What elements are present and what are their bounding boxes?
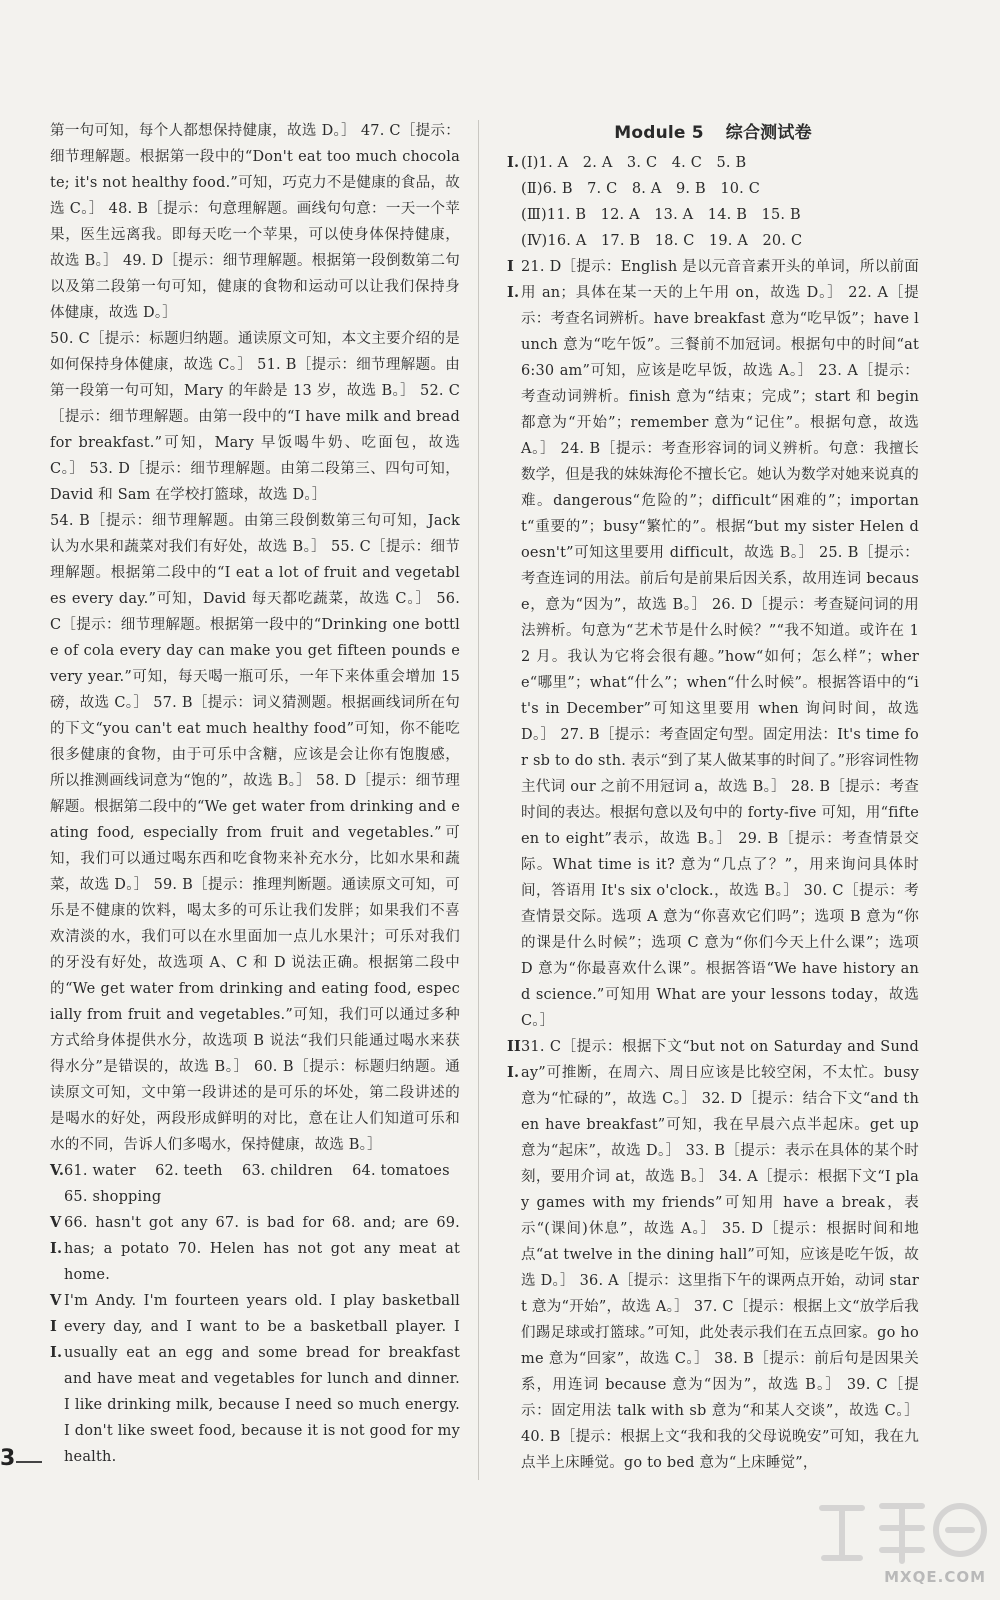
answer-row: (Ⅱ)6. B 7. C 8. A 9. B 10. C	[521, 181, 761, 197]
section-v	[50, 1158, 460, 1210]
module-number: Module 5	[614, 123, 704, 143]
answer-paragraph-50-53: 50. C［提示：标题归纳题。通读原文可知，本文主要介绍的是如何保持身体健康，故选 C。］ 51. B［提示：细节理解题。由第一段第一句可知，Mary 的年龄是 13 岁，故选 B。］ 52. C［提示：细节理解题。由第一段中的“I have milk and bread for breakfast.”可知，Mary 早饭喝牛奶、吃面包，故选 C。］ 53. D［提示：细节理解题。由第二段第三、四句可知，David 和 Sam 在学校打篮球，故选 D。］	[50, 331, 460, 503]
section-label: III.	[507, 1038, 521, 1081]
answer-paragraph-54-60: 54. B［提示：细节理解题。由第三段倒数第三句可知，Jack 认为水果和蔬菜对我们有好处，故选 B。］ 55. C［提示：细节理解题。根据第二段中的“I eat a lot of fruit and vegetables every day.”可知，David 每天都吃蔬菜，故选 C。］ 56. C［提示：细节理解题。根据第一段中的“Drinking one bottle of cola every day can make you get fifteen pounds every year.”可知，每天喝一瓶可乐，一年下来体重会增加 15 磅，故选 C。］ 57. B［提示：词义猜测题。根据画线词所在句的下文“you can't eat much healthy food”可知，你不能吃很多健康的食物，由于可乐中含糖，应该是会让你有饱腹感，所以推测画线词意为“饱的”，故选 B。］ 58. D［提示：细节理解题。根据第二段中的“We get water from drinking and eating food, especially from fruit and vegetables.”可知，我们可以通过喝东西和吃食物来补充水分，比如水果和蔬菜，故选 D。］ 59. B［提示：推理判断题。通读原文可知，可乐是不健康的饮料，喝太多的可乐让我们发胖；如果我们不喜欢清淡的水，我们可以在水里面加一点儿水果汁；可乐对我们的牙没有好处，故选项 A、C 和 D 说法正确。根据第二段中的“We get water from drinking and eating food, especially from fruit and vegetables.”可知，我们可以通过多种方式给身体提供水分，故选项 B 说法“我们只能通过喝水来获得水分”是错误的，故选 B。］ 60. B［提示：标题归纳题。通读原文可知，文中第一段讲述的是可乐的坏处，第二段讲述的是喝水的好处，两段形成鲜明的对比，意在让人们知道可乐和水的不同，告诉人们多喝水，保持健康，故选 B。］	[50, 513, 460, 1153]
section-vii	[50, 1288, 460, 1470]
section-label: II.	[507, 258, 520, 301]
section-iii	[507, 1034, 919, 1476]
page-number: 3	[0, 1446, 16, 1471]
section-iii-text: 31. C［提示：根据下文“but not on Saturday and Sunday”可推断，在周六、周日应该是比较空闲，不太忙。busy 意为“忙碌的”，故选 C。］ 32. D［提示：结合下文“and then have breakfast”可知，我在早晨六点半起床。get up 意为“起床”，故选 D。］ 33. B［提示：表示在具体的某个时刻，要用介词 at，故选 B。］ 34. A［提示：根据下文“I play games with my friends”可知用 have a break，表示“(课间)休息”，故选 A。］ 35. D［提示：根据时间和地点“at twelve in the dining hall”可知，应该是吃午饭，故选 D。］ 36. A［提示：这里指下午的课两点开始，动词 start 意为“开始”，故选 A。］ 37. C［提示：根据上文“放学后我们踢足球或打篮球。”可知，此处表示我们在五点回家。go home 意为“回家”，故选 C。］ 38. B［提示：前后句是因果关系，用连词 because 意为“因为”，故选 B。］ 39. C［提示：固定用法 talk with sb 意为“和某人交谈”，故选 C。］ 40. B［提示：根据上文“我和我的父母说晚安”可知，我在九点半上床睡觉。go to bed 意为“上床睡觉”，	[521, 1039, 919, 1471]
answer-paragraph-47-49: 第一句可知，每个人都想保持健康，故选 D。］ 47. C［提示：细节理解题。根据第一段中的“Don't eat too much chocolate; it's not healthy food.”可知，巧克力不是健康的食品，故选 C。］ 48. B［提示：句意理解题。画线句句意：一天一个苹果，医生远离我。即每天吃一个苹果，可以使身体保持健康，故选 B。］ 49. D［提示：细节理解题。根据第一段倒数第二句以及第二段第一句可知，健康的食物和运动可以让我们保持身体健康，故选 D。］	[50, 123, 460, 321]
section-ii-text: 21. D［提示：English 是以元音音素开头的单词，所以前面用 an；具体在某一天的上午用 on，故选 D。］ 22. A［提示：考查名词辨析。have breakfast 意为“吃早饭”；have lunch 意为“吃午饭”。三餐前不加冠词。根据句中的时间“at 6:30 am”可知，应该是吃早饭，故选 A。］ 23. A［提示：考查动词辨析。finish 意为“结束；完成”；start 和 begin 都意为“开始”；remember 意为“记住”。根据句意，故选 A。］ 24. B［提示：考查形容词的词义辨析。句意：我擅长数学，但是我的妹妹海伦不擅长它。她认为数学对她来说真的难。dangerous“危险的”；difficult“困难的”；important“重要的”；busy“繁忙的”。根据“but my sister Helen doesn't”可知这里要用 difficult，故选 B。］ 25. B［提示：考查连词的用法。前后句是前果后因关系，故用连词 because，意为“因为”，故选 B。］ 26. D［提示：考查疑问词的用法辨析。句意为“艺术节是什么时候？”“我不知道。或许在 12 月。我认为它将会很有趣。”how“如何；怎么样”；where“哪里”；what“什么”；when“什么时候”。根据答语中的“it's in December”可知这里要用 when 询问时间，故选 D。］ 27. B［提示：考查固定句型。固定用法：It's time for sb to do sth. 表示“到了某人做某事的时间了。”形容词性物主代词 our 之前不用冠词 a，故选 B。］ 28. B［提示：考查时间的表达。根据句意以及句中的 forty-five 可知，用“fifteen to eight”表示，故选 B。］ 29. B［提示：考查情景交际。What time is it? 意为“几点了？”，用来询问具体时间，答语用 It's six o'clock.，故选 B。］ 30. C［提示：考查情景交际。选项 A 意为“你喜欢它们吗”；选项 B 意为“你的课是什么时候”；选项 C 意为“你们今天上什么课”；选项 D 意为“你最喜欢什么课”。根据答语“We have history and science.”可知用 What are your lessons today，故选 C。］	[521, 259, 919, 1029]
left-column	[50, 118, 460, 1470]
module-name: 综合测试卷	[725, 123, 812, 143]
section-v-line: 65. shopping	[64, 1189, 162, 1205]
section-vii-text: I'm Andy. I'm fourteen years old. I play basketball every day, and I want to be a basketball player. I usually eat an egg and some bread for breakfast and have meat and vegetables for lunch and dinner. I like drinking milk, because I need so much energy. I don't like sweet food, because it is not good for my health.	[64, 1293, 461, 1465]
section-label: I.	[507, 154, 520, 171]
section-label: VI.	[50, 1214, 63, 1257]
right-column	[507, 118, 919, 1476]
module-title	[507, 118, 919, 148]
section-ii	[507, 254, 919, 1034]
answer-row: (Ⅲ)11. B 12. A 13. A 14. B 15. B	[521, 207, 801, 223]
section-label: VII.	[50, 1292, 63, 1361]
section-label: V.	[50, 1162, 65, 1179]
section-v-line: 61. water 62. teeth 63. children 64. tomatoes	[64, 1163, 450, 1179]
section-vi-text: 66. hasn't got any 67. is bad for 68. and; are 69. has; a potato 70. Helen has not got any meat at home.	[64, 1215, 460, 1283]
answer-row: (Ⅰ)1. A 2. A 3. C 4. C 5. B	[521, 155, 747, 171]
page-number-dash	[16, 1461, 42, 1463]
watermark-text: MXQE.COM	[884, 1568, 986, 1586]
column-divider	[478, 120, 479, 1480]
section-vi	[50, 1210, 460, 1288]
answer-row: (Ⅳ)16. A 17. B 18. C 19. A 20. C	[521, 233, 803, 249]
section-i	[507, 150, 919, 176]
